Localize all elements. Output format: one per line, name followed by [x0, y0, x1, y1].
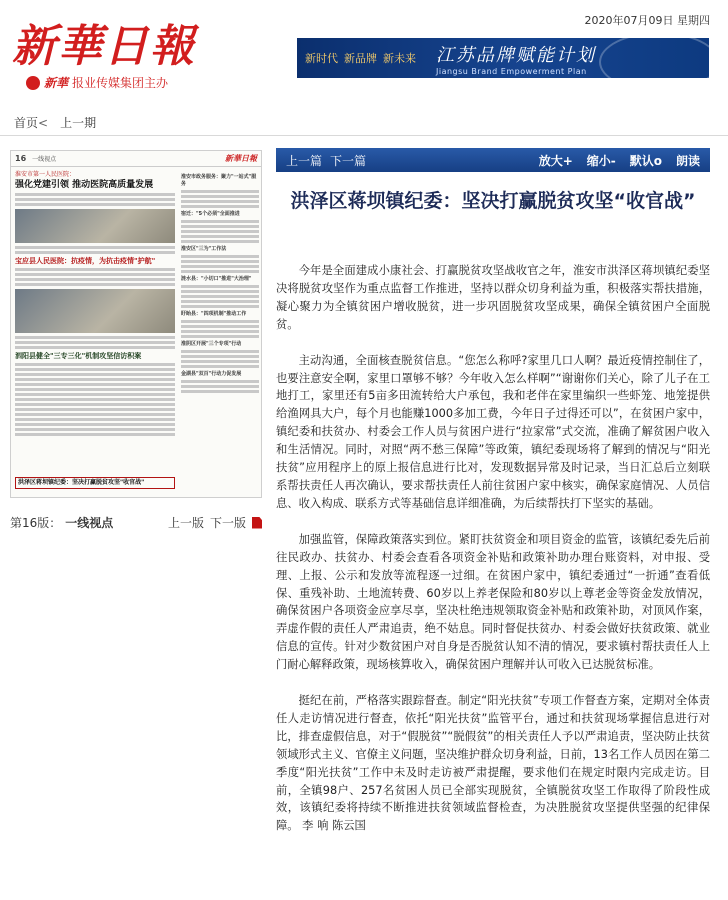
article-paragraph: 今年是全面建成小康社会、打赢脱贫攻坚战收官之年，淮安市洪泽区蒋坝镇纪委坚决将脱贫攻坚作为重点监督工作推进，坚持以群众切身利益为重，积极落实帮扶措施，凝心聚力为全镇贫困户增收脱贫，进一步巩固脱贫攻坚成果，确保全镇贫困户全面脱贫。: [276, 264, 710, 331]
thumbnail-side-item[interactable]: 宿迁："5个必须"全面推进: [181, 211, 240, 217]
group-brand: 新華: [44, 76, 69, 90]
banner-slogan: 新品牌: [344, 52, 377, 65]
thumbnail-side-item[interactable]: 盱眙县："四项机制"推动工作: [181, 311, 247, 317]
thumbnail-story3-title[interactable]: 泗阳县健全"三专三化"机制攻坚信访积案: [15, 352, 142, 360]
banner-slogan: 新时代: [305, 52, 338, 65]
banner-title: 江苏品牌赋能计划: [436, 44, 596, 66]
article-paragraph: 主动沟通，全面核查脱贫信息。“您怎么称呼?家里几口人啊？最近疫情控制住了，也要注意安全啊，家里口罩够不够？今年收入怎么样啊”“谢谢你们关心，除了儿子在工地打工，家里还有5亩多田流转给大户承包，我和老伴在家里编织一些虾笼、地笼提供给渔网具大户，每个月也能赚1000多加工费，今年日子过得还可以”，在贫困户家中，镇纪委和扶贫办、村委会工作人员与贫困户进行“拉家常”式交流，准确了解贫困户收入和生活情况。同时，对照“两不愁三保障”等政策，镇纪委现场将了解到的情况与“阳光扶贫”应用程序上的原上报信息进行比对，发现数据异常及时记录，当日汇总后立刻联系帮扶责任人再次确认，要求帮扶责任人前往贫困户家中核实，确保家庭情况、人员信息、收入构成、联系方式等基础信息详细准确，为后续帮扶打下坚实的基础。: [276, 353, 710, 510]
group-label-text: 报业传媒集团主办: [72, 76, 169, 90]
edition-name-link[interactable]: 一线视点: [65, 516, 114, 530]
article-title: 洪泽区蒋坝镇纪委：坚决打赢脱贫攻坚“收官战”: [290, 190, 696, 212]
edition-label: 第16版：: [10, 516, 62, 530]
group-label: [26, 74, 168, 91]
next-article-link[interactable]: 下一篇: [330, 153, 367, 168]
prev-edition-link[interactable]: 上一版: [167, 516, 204, 530]
zoom-in-button[interactable]: 放大+: [538, 153, 573, 168]
thumbnail-section: 一线视点: [32, 156, 57, 163]
next-edition-link[interactable]: 下一版: [209, 516, 246, 530]
banner-decoration: [599, 38, 709, 78]
article-toolbar: [276, 148, 710, 172]
group-seal-icon: [26, 76, 40, 90]
article-paragraph: 挺纪在前，严格落实跟踪督查。制定“阳光扶贫”专项工作督查方案，定期对全体责任人走访情况进行督查，依托“阳光扶贫”监管平台，通过和扶贫现场掌握信息进行对比，排查虚假信息，对于“假脱贫”“脱假贫”的相关责任人予以严肃追责，坚决防止扶贫领域形式主义、官僚主义问题，坚决维护群众切身利益，日前，13名工作人员因在第二季度“阳光扶贫”工作中未及时走访被严肃提醒，要求他们在规定时限内完成走访。目前，全镇98户、257名贫困人员已全部实现脱贫，全镇脱贫攻坚工作取得了阶段性成效，该镇纪委将持续不断推进扶贫领域监督检查，为决胜脱贫攻坚提供坚强的纪律保障。 李 响 陈云国: [276, 694, 710, 833]
thumbnail-photo: [15, 289, 175, 333]
thumbnail-side-item[interactable]: 涟水县："小切口"推进"大治理": [181, 276, 252, 282]
article-body: [276, 262, 710, 853]
nav-separator: <: [38, 115, 49, 130]
edition-nav: [168, 514, 262, 531]
thumbnail-header: [11, 151, 261, 167]
banner-subtitle: Jiangsu Brand Empowerment Plan: [436, 66, 587, 76]
thumbnail-page-number: 16: [15, 154, 27, 163]
thumbnail-story-title[interactable]: 强化党建引领 推动医院高质量发展: [15, 180, 154, 190]
prev-article-link[interactable]: 上一篇: [286, 153, 323, 168]
nav-prev-issue-link[interactable]: 上一期: [60, 116, 97, 130]
article-nav: [286, 152, 366, 169]
thumbnail-main-column: [15, 171, 175, 438]
article-paragraph: 加强监管，保障政策落实到位。紧盯扶贫资金和项目资金的监管，该镇纪委先后前往民政办、扶贫办、村委会查看各项资金补贴和政策补助办理台账资料，对申报、受理、上报、公示和发放等流程逐一过细。在贫困户家中，镇纪委通过“一折通”查看低保、重残补助、土地流转费、60岁以上养老保险和80岁以上尊老金等资金发放情况，确保贫困户各项资金应享尽享，坚决杜绝违规领取资金补贴和政策补助，对顶风作案，弄虚作假的责任人严肃追责，绝不姑息。同时督促扶贫办、村委会做好扶贫政策、就业信息的宣传。针对少数贫困户对自身是否脱贫认知不清的情况，要求镇村帮扶责任人上门耐心解释政策，现场核算收入，确保贫困户理解并认可收入已达脱贫标准。: [276, 532, 710, 672]
thumbnail-side-item[interactable]: 淮阴区开展"三个专项"行动: [181, 341, 242, 347]
thumbnail-story-kicker: 淮安市第一人民医院：: [15, 171, 76, 178]
site-header: [0, 0, 728, 100]
thumbnail-side-item[interactable]: 淮安区"三为"工作法: [181, 246, 227, 252]
banner-slogans: [305, 50, 416, 66]
thumbnail-photo: [15, 209, 175, 243]
banner-plan: [436, 41, 596, 76]
zoom-out-button[interactable]: 缩小-: [586, 153, 616, 168]
read-aloud-button[interactable]: 朗读: [675, 153, 700, 168]
pdf-icon[interactable]: [252, 517, 262, 529]
thumbnail-story2-title[interactable]: 宝应县人民医院：抗疫情，为抗击疫情"护航": [15, 257, 156, 265]
thumbnail-mast: 新華日報: [225, 154, 257, 163]
default-size-button[interactable]: 默认o: [629, 153, 662, 168]
thumbnail-side-item[interactable]: 金湖县"双百"行动力促发展: [181, 371, 242, 377]
issue-date: 2020年07月09日 星期四: [584, 14, 710, 27]
thumbnail-highlighted-story[interactable]: 洪泽区蒋坝镇纪委：坚决打赢脱贫攻坚"收官战": [15, 477, 175, 489]
banner-slogan: 新未来: [383, 52, 416, 65]
thumbnail-side-item[interactable]: 淮安市政务服务：聚力"一站式"服务: [181, 174, 257, 187]
edition-bar: [10, 514, 262, 531]
masthead-logo[interactable]: 新華日報: [12, 21, 196, 72]
thumbnail-side-column: [181, 171, 259, 395]
reading-controls: [539, 152, 700, 169]
brand-banner[interactable]: [297, 38, 709, 78]
page-thumbnail[interactable]: [10, 150, 262, 498]
breadcrumb: [0, 110, 728, 136]
nav-home-link[interactable]: 首页: [14, 116, 39, 130]
